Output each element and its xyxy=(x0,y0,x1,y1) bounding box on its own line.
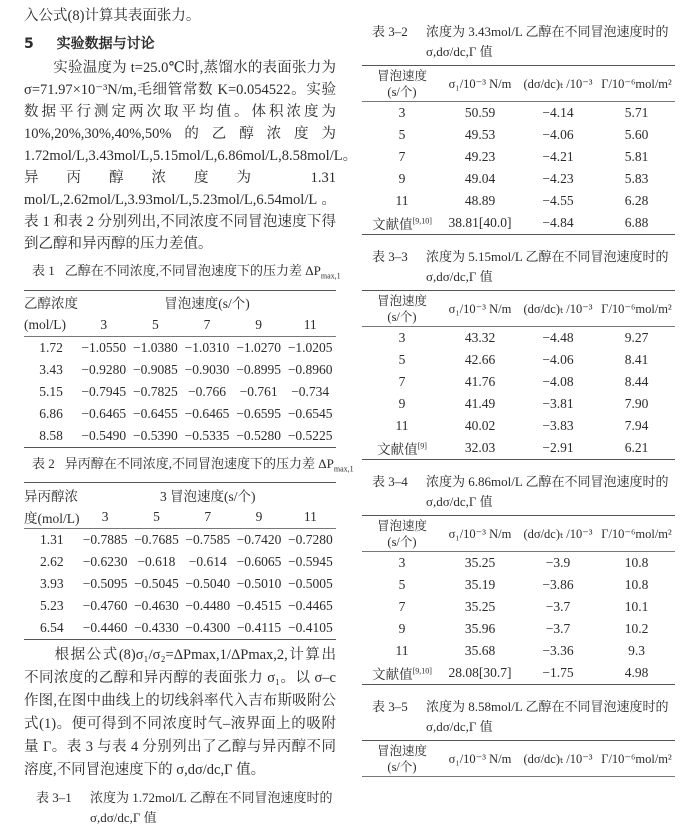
table3-1-caption-line1: 浓度为 1.72mol/L 乙醇在不同冒泡速度时的 xyxy=(90,790,333,806)
pressure-cell: −0.5390 xyxy=(133,427,178,443)
pressure-cell: −1.0550 xyxy=(81,339,127,355)
concentration-cell: 1.72 xyxy=(39,339,63,355)
table-row xyxy=(24,359,336,381)
gamma-cell: 7.94 xyxy=(624,418,649,433)
literature-label-cell xyxy=(362,662,442,685)
concentration-cell: 5.23 xyxy=(39,598,64,614)
gamma-header: Γ/10⁻⁶mol/m² xyxy=(601,751,672,766)
gamma-cell: 6.28 xyxy=(624,193,649,208)
sigma-header: σ₁/10⁻³ N/m xyxy=(448,76,512,91)
column-header: 3 xyxy=(101,509,109,525)
dsigma-header: (dσ/dc)ₜ /10⁻³ xyxy=(523,301,593,316)
pressure-cell: −0.8960 xyxy=(287,361,333,377)
intro-line: 入公式(8)计算其表面张力。 xyxy=(24,8,201,24)
table-row xyxy=(362,371,675,393)
pressure-cell: −0.5280 xyxy=(236,427,281,443)
table3-1-caption xyxy=(24,788,336,828)
table-row xyxy=(24,573,336,595)
table2-caption-sub: max,1 xyxy=(333,464,354,474)
sigma-cell: 48.89 xyxy=(464,193,496,208)
pressure-cell: −0.9280 xyxy=(81,361,127,377)
pressure-cell: −0.4630 xyxy=(134,598,179,614)
table3-1-caption-num: 表 3–1 xyxy=(36,790,72,806)
section-number: 5 xyxy=(24,36,34,52)
header-row xyxy=(24,506,336,529)
speed-header-line1: 冒泡速度 xyxy=(376,743,427,758)
gamma-cell: 8.41 xyxy=(624,352,649,367)
speed-header-line1: 冒泡速度 xyxy=(376,293,427,308)
pressure-cell: −0.5040 xyxy=(185,576,231,592)
pressure-cell: −0.4300 xyxy=(185,620,231,636)
table-row xyxy=(24,551,336,573)
pressure-cell: −0.8995 xyxy=(236,361,281,377)
gamma-cell: 10.8 xyxy=(624,555,649,570)
dsigma-cell: −3.36 xyxy=(542,643,574,658)
paragraph-1-text: 实验温度为 t=25.0℃时,蒸馏水的表面张力为 σ=71.97×10⁻³N/m,毛细管常数 K=0.054522。实验数据平行测定两次取平均值。体积浓度为 10%,20%,30%,40%,50%的乙醇浓度为 1.72mol/L,3.43mol/L,5.15mol/L,6.86mol/L,8.58mol/L。异丙醇浓度为 1.31 mol/L,2.62mol/L,3.93mol/L,5.23mol/L,6.54mol/L。表 1 和表 2 分别列出,不同浓度不同冒泡速度下得到乙醇和异丙醇的压力差值。 xyxy=(24,60,358,252)
row-header-line1: 乙醇浓度 xyxy=(24,296,78,312)
pressure-cell: −0.5045 xyxy=(134,576,179,592)
table-caption xyxy=(362,247,675,287)
table-caption-line2: σ,dσ/dc,Γ 值 xyxy=(426,44,493,59)
table-caption-num: 表 3–2 xyxy=(372,24,408,39)
column-header: 3 xyxy=(100,316,108,332)
pressure-cell: −0.5005 xyxy=(287,576,333,592)
literature-label: 文献值 xyxy=(372,217,413,232)
pressure-cell: −0.734 xyxy=(291,383,330,399)
table-row xyxy=(24,336,336,359)
pressure-cell: −0.4760 xyxy=(82,598,128,614)
table-row xyxy=(362,124,675,146)
literature-row xyxy=(362,212,675,235)
table-caption-line2: σ,dσ/dc,Γ 值 xyxy=(426,719,493,734)
pressure-cell: −0.5490 xyxy=(81,427,127,443)
table-caption xyxy=(362,472,675,512)
gamma-cell: 5.60 xyxy=(624,127,649,142)
column-header: 9 xyxy=(255,316,262,332)
table-row xyxy=(24,425,336,448)
table-caption-line2: σ,dσ/dc,Γ 值 xyxy=(426,269,493,284)
dsigma-cell: −4.23 xyxy=(542,171,574,186)
pressure-cell: −0.6065 xyxy=(236,554,282,570)
pressure-cell: −0.5010 xyxy=(236,576,282,592)
pressure-cell: −0.6465 xyxy=(184,405,230,421)
pressure-cell: −0.7825 xyxy=(133,383,178,399)
table3-1-caption-line2: σ,dσ/dc,Γ 值 xyxy=(90,810,157,826)
pressure-cell: −1.0310 xyxy=(184,339,230,355)
pressure-cell: −0.7685 xyxy=(134,532,179,548)
speed-header-line1: 冒泡速度 xyxy=(376,518,427,533)
pressure-cell: −1.0380 xyxy=(133,339,178,355)
table-3-2 xyxy=(362,65,675,235)
pressure-cell: −0.6465 xyxy=(81,405,127,421)
speed-cell: 5 xyxy=(398,577,406,592)
concentration-cell: 6.54 xyxy=(39,620,64,636)
table-row xyxy=(24,403,336,425)
table-row xyxy=(24,617,336,640)
pressure-cell: −0.5225 xyxy=(287,427,333,443)
table2-caption-num: 表 2 xyxy=(32,455,55,471)
paragraph-1 xyxy=(24,57,358,255)
table-3-5 xyxy=(362,740,675,777)
concentration-cell: 3.93 xyxy=(39,576,64,592)
gamma-cell: 9.3 xyxy=(628,643,645,658)
sigma-cell: 35.96 xyxy=(464,621,496,636)
speed-cell: 3 xyxy=(398,330,406,345)
literature-ref: [9,10] xyxy=(412,216,432,226)
gamma-cell: 5.81 xyxy=(624,149,649,164)
pressure-cell: −0.614 xyxy=(188,554,227,570)
group-header: 冒泡速度(s/个) xyxy=(164,296,250,312)
gamma-cell: 6.21 xyxy=(624,440,649,455)
dsigma-cell: −4.08 xyxy=(542,374,574,389)
header-row xyxy=(24,483,336,507)
header-row xyxy=(24,290,336,314)
pressure-cell: −0.761 xyxy=(239,383,278,399)
dsigma-cell: −1.75 xyxy=(542,665,574,680)
table-row xyxy=(24,529,336,552)
gamma-cell: 4.98 xyxy=(624,665,649,680)
section-heading xyxy=(24,33,336,55)
pressure-cell: −0.5095 xyxy=(82,576,128,592)
header-row xyxy=(362,516,675,552)
gamma-cell: 8.44 xyxy=(624,374,649,389)
pressure-cell: −0.618 xyxy=(137,554,176,570)
table1-caption-sub: max,1 xyxy=(320,271,341,281)
table-row xyxy=(24,381,336,403)
dsigma-cell: −3.86 xyxy=(542,577,574,592)
table-caption xyxy=(362,697,675,737)
pressure-cell: −0.4480 xyxy=(185,598,231,614)
pressure-cell: −0.5335 xyxy=(184,427,230,443)
literature-ref: [9,10] xyxy=(412,666,432,676)
speed-header xyxy=(362,66,442,102)
table-row xyxy=(362,552,675,575)
column-header: 7 xyxy=(203,316,211,332)
sigma-cell: 41.76 xyxy=(464,374,496,389)
dsigma-cell: −2.91 xyxy=(542,440,574,455)
pressure-cell: −0.4115 xyxy=(236,620,282,636)
speed-header-line2: (s/个) xyxy=(387,759,417,774)
column-header: 11 xyxy=(303,316,317,332)
sigma-cell: 43.32 xyxy=(464,330,496,345)
speed-header-line2: (s/个) xyxy=(387,534,417,549)
pressure-cell: −1.0205 xyxy=(287,339,333,355)
literature-row xyxy=(362,662,675,685)
table-caption xyxy=(362,22,675,62)
sigma-header: σ₁/10⁻³ N/m xyxy=(448,526,512,541)
pressure-cell: −0.7885 xyxy=(82,532,128,548)
table-caption-line1: 浓度为 3.43mol/L 乙醇在不同冒泡速度时的 xyxy=(426,24,669,39)
pressure-cell: −0.6230 xyxy=(82,554,128,570)
table-caption-line2: σ,dσ/dc,Γ 值 xyxy=(426,494,493,509)
gamma-cell: 6.88 xyxy=(624,215,649,230)
concentration-cell: 2.62 xyxy=(39,554,64,570)
sigma-header: σ₁/10⁻³ N/m xyxy=(448,751,512,766)
pressure-cell: −0.4105 xyxy=(287,620,333,636)
column-header: 11 xyxy=(303,509,317,525)
sigma-cell: 35.25 xyxy=(464,599,496,614)
column-header: 7 xyxy=(204,509,212,525)
speed-cell: 11 xyxy=(395,418,409,433)
table-caption-line1: 浓度为 6.86mol/L 乙醇在不同冒泡速度时的 xyxy=(426,474,669,489)
speed-cell: 7 xyxy=(398,374,406,389)
sigma-cell: 35.19 xyxy=(464,577,496,592)
table-row xyxy=(362,349,675,371)
sigma-cell: 49.04 xyxy=(464,171,496,186)
dsigma-cell: −4.55 xyxy=(542,193,574,208)
speed-cell: 7 xyxy=(398,599,406,614)
table-row xyxy=(362,596,675,618)
dsigma-cell: −3.81 xyxy=(542,396,574,411)
speed-header-line2: (s/个) xyxy=(387,309,417,324)
sigma-cell: 35.25 xyxy=(464,555,496,570)
sigma-cell: 49.23 xyxy=(464,149,496,164)
sigma-cell: 38.81[40.0] xyxy=(448,215,512,230)
concentration-cell: 5.15 xyxy=(39,383,63,399)
gamma-header: Γ/10⁻⁶mol/m² xyxy=(601,526,672,541)
concentration-cell: 3.43 xyxy=(39,361,63,377)
pressure-cell: −0.7585 xyxy=(185,532,231,548)
pressure-cell: −0.4515 xyxy=(236,598,282,614)
concentration-cell: 8.58 xyxy=(39,427,63,443)
right-column xyxy=(362,16,675,781)
table-caption-num: 表 3–4 xyxy=(372,474,408,489)
sigma-header: σ₁/10⁻³ N/m xyxy=(448,301,512,316)
concentration-cell: 1.31 xyxy=(39,532,64,548)
speed-cell: 9 xyxy=(398,621,406,636)
paragraph-2 xyxy=(24,644,336,782)
header-row xyxy=(362,291,675,327)
pressure-cell: −0.6595 xyxy=(236,405,281,421)
gamma-header: Γ/10⁻⁶mol/m² xyxy=(601,76,672,91)
table2-caption xyxy=(24,454,354,480)
table1-caption-num: 表 1 xyxy=(32,263,55,278)
table-row xyxy=(362,415,675,437)
concentration-cell: 6.86 xyxy=(39,405,63,421)
group-header: 3 冒泡速度(s/个) xyxy=(159,488,256,504)
header-row xyxy=(362,741,675,777)
speed-header-line2: (s/个) xyxy=(387,84,417,99)
sigma-cell: 41.49 xyxy=(464,396,496,411)
sigma-cell: 28.08[30.7] xyxy=(448,665,512,680)
table-3-3 xyxy=(362,290,675,460)
table-row xyxy=(362,327,675,350)
table-row xyxy=(362,618,675,640)
table-1 xyxy=(24,290,336,448)
row-header-line2: 度(mol/L) xyxy=(24,511,80,527)
speed-cell: 5 xyxy=(398,352,406,367)
gamma-cell: 9.27 xyxy=(624,330,649,345)
pressure-cell: −0.7945 xyxy=(81,383,127,399)
gamma-cell: 7.90 xyxy=(624,396,649,411)
pressure-cell: −0.9085 xyxy=(133,361,178,377)
sigma-cell: 35.68 xyxy=(464,643,496,658)
literature-label-cell xyxy=(362,212,442,235)
pressure-cell: −0.6545 xyxy=(287,405,333,421)
speed-header xyxy=(362,741,442,777)
sigma-cell: 49.53 xyxy=(464,127,496,142)
table-caption-line1: 浓度为 5.15mol/L 乙醇在不同冒泡速度时的 xyxy=(426,249,669,264)
sigma-cell: 32.03 xyxy=(464,440,496,455)
literature-label: 文献值 xyxy=(372,667,413,682)
sigma-cell: 42.66 xyxy=(464,352,496,367)
table-caption-num: 表 3–3 xyxy=(372,249,408,264)
speed-header xyxy=(362,291,442,327)
dsigma-cell: −4.06 xyxy=(542,352,574,367)
speed-cell: 9 xyxy=(398,396,406,411)
dsigma-cell: −4.48 xyxy=(542,330,574,345)
literature-label: 文献值 xyxy=(377,442,418,457)
table-caption-num: 表 3–5 xyxy=(372,699,408,714)
dsigma-cell: −4.84 xyxy=(542,215,574,230)
table1-caption-text: 乙醇在不同浓度,不同冒泡速度下的压力差 ΔP xyxy=(64,263,321,278)
row-header-line1: 异丙醇浓 xyxy=(24,488,78,504)
gamma-cell: 10.1 xyxy=(624,599,649,614)
column-header: 5 xyxy=(152,316,159,332)
table-row xyxy=(362,146,675,168)
table-row xyxy=(362,640,675,662)
speed-header xyxy=(362,516,442,552)
column-header: 5 xyxy=(153,509,160,525)
pressure-cell: −0.7420 xyxy=(236,532,282,548)
table-caption-line1: 浓度为 8.58mol/L 乙醇在不同冒泡速度时的 xyxy=(426,699,669,714)
sigma-cell: 50.59 xyxy=(464,105,496,120)
speed-cell: 9 xyxy=(398,171,406,186)
pressure-cell: −0.6455 xyxy=(133,405,178,421)
table2-caption-text: 异丙醇在不同浓度,不同冒泡速度下的压力差 ΔP xyxy=(64,455,334,471)
pressure-cell: −0.5945 xyxy=(287,554,333,570)
speed-cell: 11 xyxy=(395,193,409,208)
header-row xyxy=(362,66,675,102)
table-row xyxy=(362,393,675,415)
dsigma-cell: −3.7 xyxy=(545,599,571,614)
speed-cell: 11 xyxy=(395,643,409,658)
pressure-cell: −0.4465 xyxy=(287,598,333,614)
gamma-cell: 10.8 xyxy=(624,577,649,592)
dsigma-header: (dσ/dc)ₜ /10⁻³ xyxy=(523,751,593,766)
left-column xyxy=(24,5,358,831)
speed-cell: 3 xyxy=(398,105,406,120)
literature-ref: [9] xyxy=(417,441,427,451)
speed-cell: 5 xyxy=(398,127,406,142)
pressure-cell: −0.766 xyxy=(187,383,226,399)
dsigma-header: (dσ/dc)ₜ /10⁻³ xyxy=(523,526,593,541)
pressure-cell: −0.4330 xyxy=(134,620,179,636)
table-2 xyxy=(24,482,336,640)
dsigma-cell: −3.83 xyxy=(542,418,574,433)
pressure-cell: −1.0270 xyxy=(236,339,281,355)
dsigma-cell: −4.06 xyxy=(542,127,574,142)
pressure-cell: −0.7280 xyxy=(287,532,333,548)
pressure-cell: −0.9030 xyxy=(184,361,230,377)
header-row xyxy=(24,314,336,337)
speed-header-line1: 冒泡速度 xyxy=(376,68,427,83)
dsigma-cell: −3.9 xyxy=(545,555,571,570)
literature-row xyxy=(362,437,675,460)
gamma-cell: 5.71 xyxy=(624,105,649,120)
paragraph-2-text: 根据公式(8)σ₁/σ₂=ΔPmax,1/ΔPmax,2,计算出不同浓度的乙醇和异丙醇的表面张力 σ₁。以 σ–c 作图,在图中曲线上的切线斜率代入吉布斯吸附公式(1)。便可得到不同浓度时气–液界面上的吸附量 Γ。表 3 与表 4 分别列出了乙醇与异丙醇不同溶度,不同冒泡速度下的 σ,dσ/dc,Γ 值。 xyxy=(24,647,336,779)
gamma-header: Γ/10⁻⁶mol/m² xyxy=(601,301,672,316)
table-row xyxy=(362,168,675,190)
row-header-line2: (mol/L) xyxy=(24,316,66,332)
speed-cell: 3 xyxy=(398,555,406,570)
dsigma-cell: −4.14 xyxy=(542,105,574,120)
dsigma-cell: −4.21 xyxy=(542,149,574,164)
table-row xyxy=(24,595,336,617)
column-header: 9 xyxy=(255,509,263,525)
sigma-cell: 40.02 xyxy=(464,418,496,433)
table-3-4 xyxy=(362,515,675,685)
table-row xyxy=(362,574,675,596)
dsigma-cell: −3.7 xyxy=(545,621,571,636)
table-row xyxy=(362,190,675,212)
table-row xyxy=(362,102,675,125)
gamma-cell: 10.2 xyxy=(624,621,649,636)
table1-caption xyxy=(24,261,341,287)
pressure-cell: −0.4460 xyxy=(82,620,128,636)
speed-cell: 7 xyxy=(398,149,406,164)
section-title: 实验数据与讨论 xyxy=(56,36,155,52)
gamma-cell: 5.83 xyxy=(624,171,649,186)
literature-label-cell xyxy=(362,437,442,460)
dsigma-header: (dσ/dc)ₜ /10⁻³ xyxy=(523,76,593,91)
